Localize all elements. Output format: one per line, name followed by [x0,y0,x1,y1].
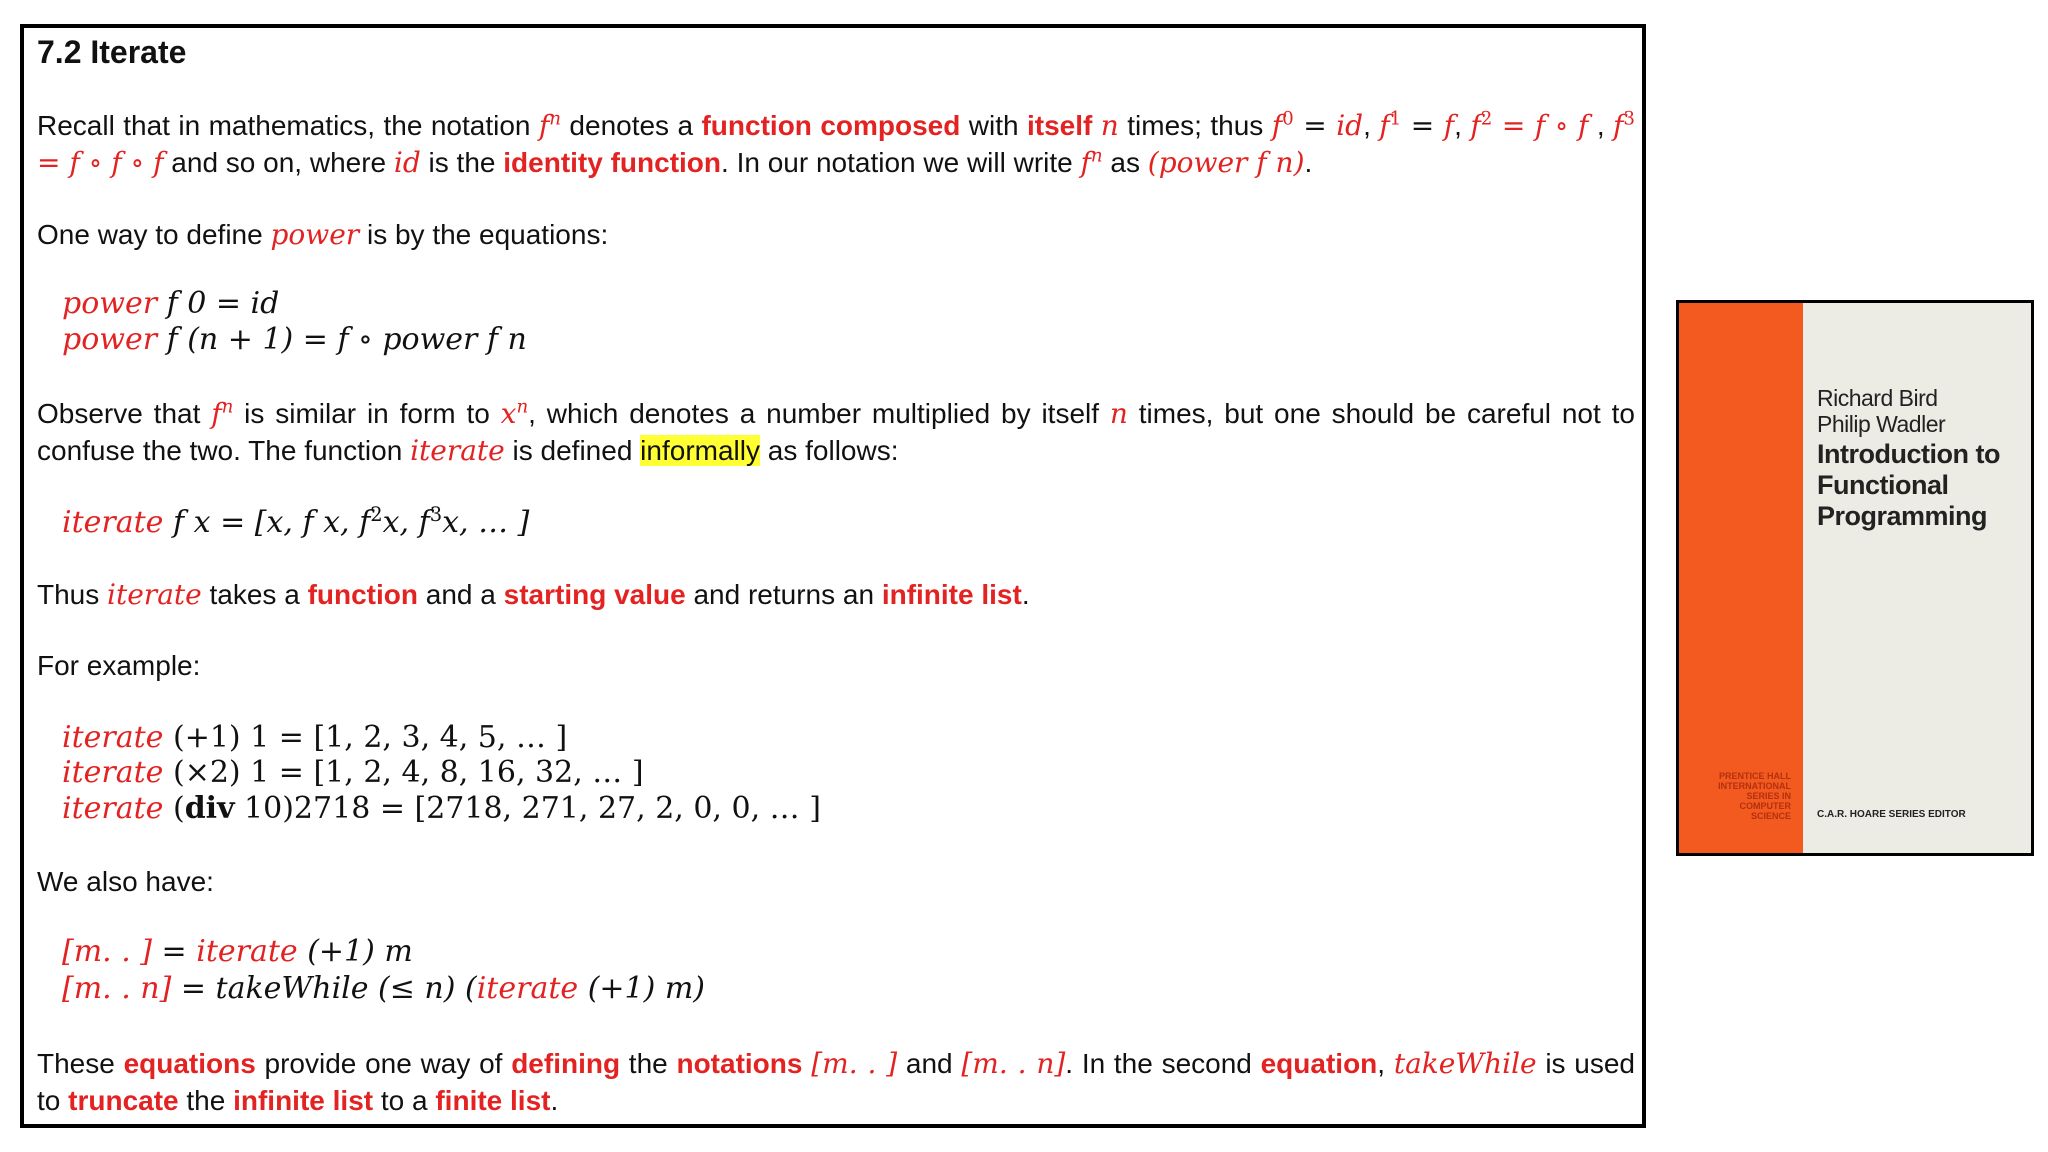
book-series-line: COMPUTER [1739,801,1791,811]
book-series-line: INTERNATIONAL [1718,781,1791,791]
highlighted-word: informally [640,435,760,466]
book-series-line: PRENTICE HALL [1719,771,1791,781]
book-series-editor: C.A.R. HOARE SERIES EDITOR [1817,809,1966,820]
equation-power-step: power f (n + 1) = f ∘ power f n [62,322,527,357]
book-authors [1817,385,1945,437]
paragraph-thus-iterate: Thus iterate takes a function and a starting value and returns an infinite list. [37,578,1030,611]
paragraph-notations: These equations provide one way of defining the notations [m. . ] and [m. . n]. In the second equation, takeWhile is used to truncate the infinite list to a finite list. [37,1047,1636,1116]
book-title-line-2: Functional [1817,470,1949,500]
equation-power-base: power f 0 = id [62,286,280,321]
book-title-line-3: Programming [1817,501,1988,531]
book-series [1699,771,1791,821]
equation-iterate-definition: iterate f x = [x, f x, $f^2x$, $f^3x$, … ] [62,503,530,540]
book-series-line: SERIES IN [1746,791,1791,801]
paragraph-we-also-have: We also have: [37,866,214,897]
paragraph-for-example: For example: [37,650,201,681]
section-title: 7.2 Iterate [37,34,187,70]
equation-range-infinite: [m. . ] = iterate (+1) m [62,934,413,969]
book-author-2: Philip Wadler [1817,411,1946,437]
book-cover-image [1676,300,2034,856]
equation-example-div: iterate (div 10)2718 = [2718, 271, 27, 2, 0, 0, … ] [62,791,821,826]
paragraph-observe: Observe that $f^n$ is similar in form to $x^n$, which denotes a number multiplied by itself n times, but one should be careful not to confuse the two. The function iterate is defined informally as follows: [37,396,1635,467]
equation-range-finite: [m. . n] = takeWhile (≤ n) (iterate (+1) m) [62,971,706,1006]
book-series-line: SCIENCE [1750,811,1791,821]
paragraph-define-power: One way to define power is by the equations: [37,218,609,251]
book-title [1817,439,2000,532]
equation-example-times: iterate (×2) 1 = [1, 2, 4, 8, 16, 32, … ] [62,755,644,790]
book-author-1: Richard Bird [1817,385,1938,411]
book-title-line-1: Introduction to [1817,439,2000,469]
equation-example-plus: iterate (+1) 1 = [1, 2, 3, 4, 5, … ] [62,720,568,755]
paragraph-function-power: Recall that in mathematics, the notation $f^n$ denotes a function composed with itself n times; thus $f^0$ = id, $f^1 = f$, $f^2 = f$ ∘ f , $f^3 = f$ ∘ f ∘ f and so on, where id is the identity function. In our notation we will write $f^n$ as (power f n). [37,108,1635,179]
